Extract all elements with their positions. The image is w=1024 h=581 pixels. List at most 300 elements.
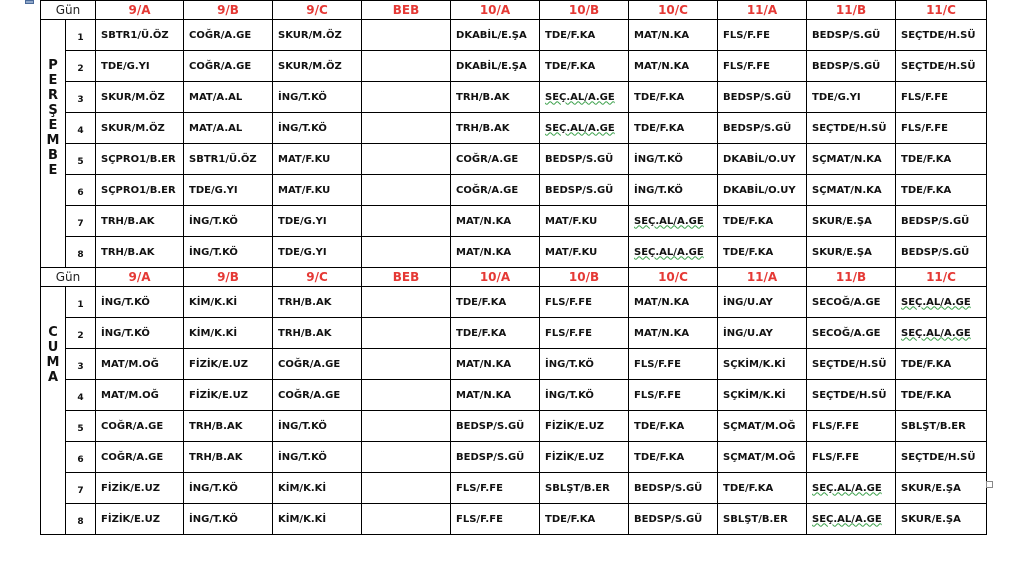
lesson-text: FLS/F.FE <box>634 389 681 401</box>
lesson-cell[interactable] <box>807 20 896 51</box>
lesson-cell[interactable] <box>451 51 540 82</box>
lesson-cell[interactable] <box>96 51 184 82</box>
lesson-cell[interactable] <box>718 175 807 206</box>
lesson-cell[interactable] <box>718 206 807 237</box>
lesson-text: SEÇTDE/H.SÜ <box>901 60 976 72</box>
lesson-text: SECOĞ/A.GE <box>812 296 881 308</box>
lesson-number: 1 <box>66 287 96 318</box>
lesson-cell[interactable] <box>629 51 718 82</box>
lesson-cell[interactable] <box>362 318 451 349</box>
lesson-cell[interactable] <box>540 237 629 268</box>
lesson-cell[interactable] <box>96 318 184 349</box>
lesson-cell[interactable] <box>629 175 718 206</box>
lesson-cell[interactable] <box>807 411 896 442</box>
lesson-cell[interactable] <box>807 144 896 175</box>
lesson-text: MAT/N.KA <box>456 358 512 370</box>
lesson-cell[interactable] <box>273 411 362 442</box>
lesson-cell[interactable] <box>184 287 273 318</box>
lesson-text: SBLŞT/B.ER <box>901 420 966 432</box>
lesson-cell[interactable] <box>273 82 362 113</box>
lesson-text: SKUR/M.ÖZ <box>101 122 165 134</box>
lesson-text: SECOĞ/A.GE <box>812 327 881 339</box>
table-row <box>41 318 987 349</box>
lesson-cell[interactable] <box>362 237 451 268</box>
table-resize-handle-icon[interactable] <box>986 481 993 488</box>
lesson-text: İNG/T.KÖ <box>278 451 327 463</box>
lesson-text: TDE/F.KA <box>634 122 685 134</box>
lesson-cell[interactable] <box>362 380 451 411</box>
lesson-text: MAT/N.KA <box>456 389 512 401</box>
lesson-cell[interactable] <box>896 380 987 411</box>
lesson-text: BEDSP/S.GÜ <box>545 184 614 196</box>
lesson-cell[interactable] <box>807 237 896 268</box>
lesson-cell[interactable] <box>540 51 629 82</box>
lesson-cell[interactable] <box>273 349 362 380</box>
lesson-cell[interactable] <box>184 206 273 237</box>
lesson-cell[interactable] <box>718 318 807 349</box>
lesson-cell[interactable] <box>273 380 362 411</box>
class-header: 9/C <box>273 1 362 20</box>
lesson-cell[interactable] <box>896 175 987 206</box>
lesson-cell[interactable] <box>540 144 629 175</box>
lesson-cell[interactable] <box>184 473 273 504</box>
lesson-cell[interactable] <box>96 206 184 237</box>
lesson-cell[interactable] <box>273 442 362 473</box>
lesson-text: TRH/B.AK <box>456 91 510 103</box>
class-header: 9/B <box>184 268 273 287</box>
lesson-cell[interactable] <box>718 20 807 51</box>
lesson-cell[interactable] <box>451 504 540 535</box>
class-header: 10/C <box>629 268 718 287</box>
lesson-text: İNG/T.KÖ <box>634 153 683 165</box>
lesson-cell[interactable] <box>184 380 273 411</box>
header-row <box>41 1 987 20</box>
lesson-cell[interactable] <box>451 144 540 175</box>
lesson-cell[interactable] <box>807 442 896 473</box>
lesson-cell[interactable] <box>273 504 362 535</box>
lesson-cell[interactable] <box>807 318 896 349</box>
lesson-cell[interactable] <box>273 175 362 206</box>
lesson-text: BEDSP/S.GÜ <box>901 215 970 227</box>
class-header: BEB <box>362 268 451 287</box>
lesson-cell[interactable] <box>718 473 807 504</box>
lesson-text: SÇPRO1/B.ER <box>101 184 176 196</box>
lesson-cell[interactable] <box>451 380 540 411</box>
lesson-cell[interactable] <box>896 206 987 237</box>
lesson-text: MAT/M.OĞ <box>101 358 159 370</box>
lesson-cell[interactable] <box>273 473 362 504</box>
lesson-cell[interactable] <box>629 20 718 51</box>
lesson-cell[interactable] <box>896 20 987 51</box>
lesson-cell[interactable] <box>184 51 273 82</box>
lesson-cell[interactable] <box>96 175 184 206</box>
lesson-cell[interactable] <box>451 318 540 349</box>
class-header: 9/B <box>184 1 273 20</box>
day-label <box>41 287 66 535</box>
lesson-text: TDE/F.KA <box>901 184 952 196</box>
lesson-cell[interactable] <box>807 473 896 504</box>
lesson-text: BEDSP/S.GÜ <box>634 482 703 494</box>
lesson-text: DKABİL/E.ŞA <box>456 29 527 41</box>
lesson-cell[interactable] <box>807 380 896 411</box>
lesson-cell[interactable] <box>629 380 718 411</box>
lesson-cell[interactable] <box>362 175 451 206</box>
lesson-cell[interactable] <box>96 287 184 318</box>
lesson-cell[interactable] <box>96 237 184 268</box>
lesson-cell[interactable] <box>184 349 273 380</box>
lesson-text: COĞR/A.GE <box>101 420 164 432</box>
lesson-cell[interactable] <box>96 473 184 504</box>
lesson-cell[interactable] <box>896 237 987 268</box>
lesson-cell[interactable] <box>540 504 629 535</box>
day-letter: C <box>48 325 58 340</box>
class-header: 10/C <box>629 1 718 20</box>
lesson-cell[interactable] <box>629 237 718 268</box>
lesson-cell[interactable] <box>629 473 718 504</box>
lesson-cell[interactable] <box>629 411 718 442</box>
lesson-cell[interactable] <box>540 206 629 237</box>
lesson-text: TRH/B.AK <box>278 296 332 308</box>
day-letter: U <box>47 340 59 355</box>
lesson-text: FLS/F.FE <box>723 60 770 72</box>
lesson-cell[interactable] <box>362 113 451 144</box>
lesson-text: İNG/T.KÖ <box>189 246 238 258</box>
lesson-text: COĞR/A.GE <box>456 153 519 165</box>
lesson-number: 5 <box>66 411 96 442</box>
lesson-cell[interactable] <box>807 175 896 206</box>
lesson-cell[interactable] <box>451 113 540 144</box>
lesson-number: 2 <box>66 318 96 349</box>
lesson-cell[interactable] <box>96 411 184 442</box>
lesson-cell[interactable] <box>540 473 629 504</box>
lesson-text: SEÇTDE/H.SÜ <box>812 358 887 370</box>
lesson-cell[interactable] <box>807 504 896 535</box>
table-move-handle-icon[interactable] <box>25 0 34 4</box>
lesson-cell[interactable] <box>540 287 629 318</box>
day-column-header: Gün <box>41 1 96 20</box>
lesson-text: SKUR/M.ÖZ <box>101 91 165 103</box>
lesson-cell[interactable] <box>184 411 273 442</box>
lesson-cell[interactable] <box>807 82 896 113</box>
lesson-cell[interactable] <box>273 113 362 144</box>
day-label <box>41 20 66 268</box>
lesson-text: FİZİK/E.UZ <box>545 451 604 463</box>
lesson-cell[interactable] <box>807 51 896 82</box>
lesson-text: SBTR1/Ü.ÖZ <box>189 153 257 165</box>
lesson-text: FLS/F.FE <box>545 296 592 308</box>
lesson-cell[interactable] <box>96 349 184 380</box>
class-header: 10/A <box>451 268 540 287</box>
lesson-text: İNG/T.KÖ <box>189 482 238 494</box>
lesson-cell[interactable] <box>896 442 987 473</box>
lesson-text: İNG/T.KÖ <box>545 358 594 370</box>
lesson-cell[interactable] <box>718 51 807 82</box>
lesson-cell[interactable] <box>629 442 718 473</box>
lesson-cell[interactable] <box>540 380 629 411</box>
lesson-cell[interactable] <box>184 20 273 51</box>
schedule-table-wrapper <box>40 0 987 535</box>
lesson-text: DKABİL/O.UY <box>723 153 796 165</box>
table-row <box>41 175 987 206</box>
lesson-cell[interactable] <box>273 287 362 318</box>
lesson-text: SÇMAT/M.OĞ <box>723 420 796 432</box>
lesson-cell[interactable] <box>896 504 987 535</box>
lesson-cell[interactable] <box>718 237 807 268</box>
lesson-text: MAT/F.KU <box>278 153 331 165</box>
lesson-text: COĞR/A.GE <box>278 389 341 401</box>
lesson-text: TDE/F.KA <box>901 358 952 370</box>
lesson-cell[interactable] <box>273 206 362 237</box>
class-header: 11/C <box>896 1 987 20</box>
lesson-text: FİZİK/E.UZ <box>101 513 160 525</box>
lesson-number: 7 <box>66 206 96 237</box>
lesson-cell[interactable] <box>451 442 540 473</box>
lesson-text: BEDSP/S.GÜ <box>901 246 970 258</box>
lesson-text: FLS/F.FE <box>901 122 948 134</box>
lesson-cell[interactable] <box>184 237 273 268</box>
lesson-text: FLS/F.FE <box>723 29 770 41</box>
lesson-text: TDE/F.KA <box>901 389 952 401</box>
lesson-cell[interactable] <box>718 380 807 411</box>
lesson-cell[interactable] <box>96 144 184 175</box>
lesson-cell[interactable] <box>184 504 273 535</box>
lesson-cell[interactable] <box>896 318 987 349</box>
lesson-text: MAT/A.AL <box>189 91 243 103</box>
lesson-cell[interactable] <box>451 411 540 442</box>
lesson-text: TRH/B.AK <box>456 122 510 134</box>
lesson-cell[interactable] <box>362 287 451 318</box>
table-row <box>41 206 987 237</box>
class-header: BEB <box>362 1 451 20</box>
lesson-cell[interactable] <box>362 504 451 535</box>
lesson-text: SKUR/M.ÖZ <box>278 29 342 41</box>
lesson-text: DKABİL/E.ŞA <box>456 60 527 72</box>
lesson-cell[interactable] <box>362 144 451 175</box>
lesson-cell[interactable] <box>896 473 987 504</box>
day-letter: Ş <box>48 103 58 118</box>
class-header: 10/B <box>540 1 629 20</box>
lesson-text: TRH/B.AK <box>101 215 155 227</box>
lesson-cell[interactable] <box>273 51 362 82</box>
lesson-cell[interactable] <box>540 82 629 113</box>
lesson-cell[interactable] <box>362 473 451 504</box>
lesson-cell[interactable] <box>96 504 184 535</box>
class-header: 9/A <box>96 268 184 287</box>
lesson-cell[interactable] <box>451 206 540 237</box>
lesson-cell[interactable] <box>362 82 451 113</box>
lesson-text: TDE/F.KA <box>545 513 596 525</box>
lesson-cell[interactable] <box>629 287 718 318</box>
lesson-text: BEDSP/S.GÜ <box>812 60 881 72</box>
lesson-cell[interactable] <box>451 287 540 318</box>
lesson-cell[interactable] <box>896 411 987 442</box>
lesson-text: TDE/F.KA <box>723 482 774 494</box>
lesson-cell[interactable] <box>96 380 184 411</box>
lesson-cell[interactable] <box>273 20 362 51</box>
day-letter: M <box>46 133 60 148</box>
lesson-cell[interactable] <box>896 144 987 175</box>
lesson-cell[interactable] <box>540 411 629 442</box>
lesson-text: MAT/F.KU <box>545 215 598 227</box>
lesson-cell[interactable] <box>96 113 184 144</box>
lesson-text: TRH/B.AK <box>189 451 243 463</box>
lesson-cell[interactable] <box>184 442 273 473</box>
table-row <box>41 442 987 473</box>
lesson-number: 1 <box>66 20 96 51</box>
schedule-table <box>40 0 987 535</box>
lesson-text: SEÇTDE/H.SÜ <box>901 451 976 463</box>
lesson-text: TDE/F.KA <box>634 451 685 463</box>
lesson-text: MAT/F.KU <box>278 184 331 196</box>
lesson-text: SKUR/M.ÖZ <box>278 60 342 72</box>
class-header: 9/A <box>96 1 184 20</box>
lesson-text: COĞR/A.GE <box>456 184 519 196</box>
lesson-text: TDE/G.YI <box>278 215 327 227</box>
lesson-cell[interactable] <box>540 175 629 206</box>
lesson-text: SÇMAT/N.KA <box>812 153 882 165</box>
lesson-text: TDE/F.KA <box>456 296 507 308</box>
table-row <box>41 287 987 318</box>
lesson-text: COĞR/A.GE <box>278 358 341 370</box>
lesson-cell[interactable] <box>96 20 184 51</box>
lesson-text: FLS/F.FE <box>812 451 859 463</box>
day-letter: E <box>48 118 58 133</box>
lesson-text: SÇKİM/K.Kİ <box>723 358 786 370</box>
lesson-cell[interactable] <box>451 82 540 113</box>
lesson-text: FLS/F.FE <box>634 358 681 370</box>
lesson-text: İNG/T.KÖ <box>101 327 150 339</box>
lesson-text: BEDSP/S.GÜ <box>812 29 881 41</box>
lesson-cell[interactable] <box>718 113 807 144</box>
lesson-text: TDE/F.KA <box>723 246 774 258</box>
lesson-number: 6 <box>66 175 96 206</box>
lesson-text: MAT/N.KA <box>456 246 512 258</box>
lesson-cell[interactable] <box>184 144 273 175</box>
lesson-cell[interactable] <box>451 473 540 504</box>
lesson-cell[interactable] <box>273 318 362 349</box>
lesson-cell[interactable] <box>184 82 273 113</box>
lesson-number: 6 <box>66 442 96 473</box>
lesson-cell[interactable] <box>807 206 896 237</box>
lesson-cell[interactable] <box>362 411 451 442</box>
lesson-cell[interactable] <box>718 442 807 473</box>
lesson-cell[interactable] <box>96 442 184 473</box>
lesson-cell[interactable] <box>362 349 451 380</box>
lesson-text: FİZİK/E.UZ <box>545 420 604 432</box>
lesson-text: MAT/N.KA <box>634 60 690 72</box>
lesson-text: TDE/G.YI <box>812 91 861 103</box>
lesson-cell[interactable] <box>451 349 540 380</box>
lesson-text: BEDSP/S.GÜ <box>456 420 525 432</box>
lesson-cell[interactable] <box>362 206 451 237</box>
lesson-cell[interactable] <box>273 144 362 175</box>
lesson-cell[interactable] <box>896 113 987 144</box>
lesson-text: TDE/G.YI <box>101 60 150 72</box>
lesson-text: TDE/F.KA <box>456 327 507 339</box>
lesson-cell[interactable] <box>896 51 987 82</box>
lesson-cell[interactable] <box>718 349 807 380</box>
lesson-text: MAT/M.OĞ <box>101 389 159 401</box>
lesson-text: SÇPRO1/B.ER <box>101 153 176 165</box>
lesson-cell[interactable] <box>896 82 987 113</box>
lesson-text: TDE/F.KA <box>634 91 685 103</box>
lesson-cell[interactable] <box>896 287 987 318</box>
lesson-text: SÇMAT/N.KA <box>812 184 882 196</box>
lesson-cell[interactable] <box>540 318 629 349</box>
lesson-number: 8 <box>66 504 96 535</box>
lesson-cell[interactable] <box>540 113 629 144</box>
lesson-cell[interactable] <box>184 175 273 206</box>
lesson-text: SEÇTDE/H.SÜ <box>901 29 976 41</box>
lesson-cell[interactable] <box>718 82 807 113</box>
day-letter: P <box>48 58 58 73</box>
lesson-text: SKUR/E.ŞA <box>901 482 961 494</box>
lesson-cell[interactable] <box>362 20 451 51</box>
lesson-cell[interactable] <box>629 113 718 144</box>
lesson-text: İNG/T.KÖ <box>278 420 327 432</box>
lesson-text: MAT/N.KA <box>456 215 512 227</box>
lesson-cell[interactable] <box>718 287 807 318</box>
table-row <box>41 20 987 51</box>
lesson-cell[interactable] <box>362 51 451 82</box>
lesson-text: SKUR/E.ŞA <box>812 246 872 258</box>
lesson-text: SBTR1/Ü.ÖZ <box>101 29 169 41</box>
lesson-text: MAT/N.KA <box>634 29 690 41</box>
lesson-cell[interactable] <box>184 318 273 349</box>
lesson-text: SEÇ.AL/A.GE <box>634 215 704 227</box>
lesson-cell[interactable] <box>807 287 896 318</box>
lesson-text: İNG/T.KÖ <box>189 513 238 525</box>
lesson-cell[interactable] <box>629 206 718 237</box>
lesson-cell[interactable] <box>807 113 896 144</box>
lesson-text: SÇMAT/M.OĞ <box>723 451 796 463</box>
day-letter: R <box>47 88 58 103</box>
lesson-number: 3 <box>66 349 96 380</box>
lesson-text: MAT/A.AL <box>189 122 243 134</box>
lesson-cell[interactable] <box>184 113 273 144</box>
lesson-text: MAT/N.KA <box>634 296 690 308</box>
lesson-cell[interactable] <box>540 349 629 380</box>
lesson-text: İNG/T.KÖ <box>189 215 238 227</box>
lesson-text: FLS/F.FE <box>545 327 592 339</box>
lesson-cell[interactable] <box>807 349 896 380</box>
lesson-cell[interactable] <box>629 144 718 175</box>
lesson-cell[interactable] <box>540 442 629 473</box>
lesson-cell[interactable] <box>896 349 987 380</box>
lesson-cell[interactable] <box>718 411 807 442</box>
lesson-cell[interactable] <box>629 349 718 380</box>
lesson-cell[interactable] <box>451 20 540 51</box>
lesson-cell[interactable] <box>273 237 362 268</box>
lesson-cell[interactable] <box>540 20 629 51</box>
table-row <box>41 349 987 380</box>
lesson-cell[interactable] <box>629 82 718 113</box>
lesson-cell[interactable] <box>629 504 718 535</box>
lesson-cell[interactable] <box>718 504 807 535</box>
lesson-cell[interactable] <box>451 175 540 206</box>
lesson-text: KİM/K.Kİ <box>189 296 238 308</box>
lesson-text: TRH/B.AK <box>101 246 155 258</box>
day-letter: B <box>48 148 58 163</box>
lesson-cell[interactable] <box>451 237 540 268</box>
lesson-cell[interactable] <box>718 144 807 175</box>
class-header: 10/B <box>540 268 629 287</box>
lesson-cell[interactable] <box>96 82 184 113</box>
lesson-text: SBLŞT/B.ER <box>723 513 788 525</box>
lesson-cell[interactable] <box>629 318 718 349</box>
lesson-cell[interactable] <box>362 442 451 473</box>
lesson-text: SKUR/E.ŞA <box>901 513 961 525</box>
